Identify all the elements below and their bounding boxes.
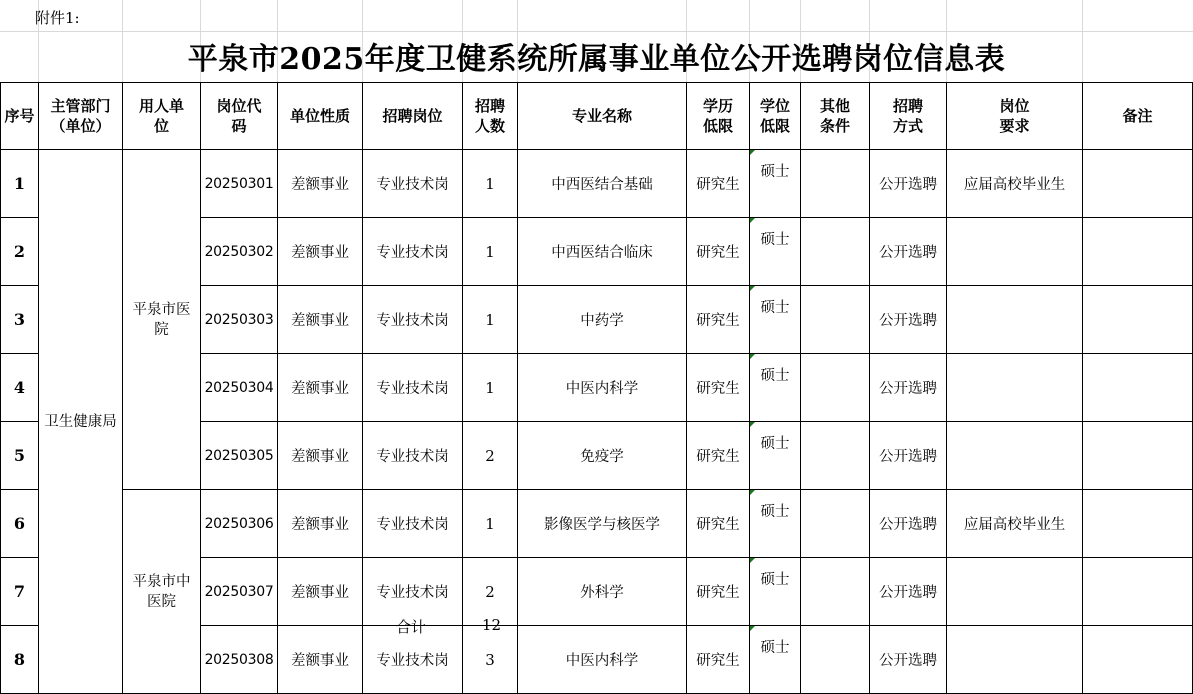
header-remark: 备注 (1083, 83, 1193, 150)
cell-requirement (947, 354, 1083, 422)
cell-post: 专业技术岗 (363, 422, 463, 490)
cell-requirement (947, 218, 1083, 286)
comment-marker-icon (750, 490, 755, 495)
cell-requirement (947, 422, 1083, 490)
comment-marker-icon (750, 558, 755, 563)
cell-other (801, 490, 870, 558)
cell-post: 专业技术岗 (363, 626, 463, 694)
cell-seq: 7 (1, 558, 39, 626)
cell-degree: 硕士 (750, 558, 801, 626)
comment-marker-icon (750, 422, 755, 427)
cell-unit: 平泉市医院 (123, 150, 201, 490)
cell-seq: 6 (1, 490, 39, 558)
cell-count: 1 (463, 150, 518, 218)
header-requirement: 岗位 要求 (947, 83, 1083, 150)
cell-major: 免疫学 (518, 422, 687, 490)
cell-education: 研究生 (687, 558, 750, 626)
cell-seq: 2 (1, 218, 39, 286)
cell-degree: 硕士 (750, 218, 801, 286)
cell-education: 研究生 (687, 150, 750, 218)
cell-method: 公开选聘 (870, 490, 947, 558)
cell-degree: 硕士 (750, 150, 801, 218)
cell-remark (1083, 626, 1193, 694)
cell-seq: 3 (1, 286, 39, 354)
header-major: 专业名称 (518, 83, 687, 150)
cell-other (801, 626, 870, 694)
cell-degree: 硕士 (750, 354, 801, 422)
cell-method: 公开选聘 (870, 354, 947, 422)
cell-nature: 差额事业 (278, 558, 363, 626)
cell-post: 专业技术岗 (363, 490, 463, 558)
cell-count: 1 (463, 354, 518, 422)
cell-count: 1 (463, 286, 518, 354)
attachment-label: 附件1: (35, 9, 80, 27)
cell-other (801, 422, 870, 490)
comment-marker-icon (750, 626, 755, 631)
cell-post: 专业技术岗 (363, 558, 463, 626)
cell-remark (1083, 218, 1193, 286)
cell-education: 研究生 (687, 218, 750, 286)
cell-method: 公开选聘 (870, 218, 947, 286)
cell-code: 20250305 (201, 422, 278, 490)
cell-post: 专业技术岗 (363, 286, 463, 354)
cell-degree: 硕士 (750, 626, 801, 694)
cell-remark (1083, 286, 1193, 354)
cell-other (801, 558, 870, 626)
cell-major: 中西医结合基础 (518, 150, 687, 218)
cell-seq: 1 (1, 150, 39, 218)
cell-code: 20250304 (201, 354, 278, 422)
cell-remark (1083, 422, 1193, 490)
cell-remark (1083, 354, 1193, 422)
comment-marker-icon (750, 150, 755, 155)
page-title: 平泉市2025年度卫健系统所属事业单位公开选聘岗位信息表 (187, 42, 1006, 77)
cell-major: 中药学 (518, 286, 687, 354)
header-department: 主管部门 （单位） (39, 83, 123, 150)
cell-requirement: 应届高校毕业生 (947, 150, 1083, 218)
cell-post: 专业技术岗 (363, 150, 463, 218)
cell-method: 公开选聘 (870, 626, 947, 694)
cell-education: 研究生 (687, 286, 750, 354)
cell-requirement: 应届高校毕业生 (947, 490, 1083, 558)
cell-count: 1 (463, 490, 518, 558)
cell-code: 20250303 (201, 286, 278, 354)
cell-major: 中医内科学 (518, 626, 687, 694)
comment-marker-icon (750, 354, 755, 359)
cell-education: 研究生 (687, 354, 750, 422)
cell-degree: 硕士 (750, 422, 801, 490)
header-other: 其他 条件 (801, 83, 870, 150)
cell-post: 专业技术岗 (363, 354, 463, 422)
table-header-row (1, 83, 1193, 150)
cell-education: 研究生 (687, 422, 750, 490)
cell-seq: 4 (1, 354, 39, 422)
cell-major: 影像医学与核医学 (518, 490, 687, 558)
total-label: 合计 (396, 618, 427, 636)
cell-nature: 差额事业 (278, 422, 363, 490)
cell-remark (1083, 558, 1193, 626)
cell-department: 卫生健康局 (39, 150, 123, 694)
cell-count: 1 (463, 218, 518, 286)
cell-education: 研究生 (687, 626, 750, 694)
cell-code: 20250302 (201, 218, 278, 286)
cell-major: 外科学 (518, 558, 687, 626)
cell-method: 公开选聘 (870, 422, 947, 490)
table-row (1, 150, 1193, 218)
total-value: 12 (482, 616, 502, 634)
cell-other (801, 218, 870, 286)
cell-other (801, 150, 870, 218)
cell-education: 研究生 (687, 490, 750, 558)
cell-nature: 差额事业 (278, 626, 363, 694)
cell-nature: 差额事业 (278, 218, 363, 286)
cell-other (801, 286, 870, 354)
cell-remark (1083, 150, 1193, 218)
cell-other (801, 354, 870, 422)
cell-requirement (947, 558, 1083, 626)
table-row (1, 490, 1193, 558)
header-post: 招聘岗位 (363, 83, 463, 150)
comment-marker-icon (750, 218, 755, 223)
cell-requirement (947, 286, 1083, 354)
header-education: 学历 低限 (687, 83, 750, 150)
header-method: 招聘 方式 (870, 83, 947, 150)
header-seq: 序号 (1, 83, 39, 150)
cell-remark (1083, 490, 1193, 558)
cell-degree: 硕士 (750, 490, 801, 558)
cell-degree: 硕士 (750, 286, 801, 354)
cell-count: 2 (463, 558, 518, 626)
header-unit: 用人单 位 (123, 83, 201, 150)
cell-post: 专业技术岗 (363, 218, 463, 286)
cell-method: 公开选聘 (870, 150, 947, 218)
cell-requirement (947, 626, 1083, 694)
cell-code: 20250308 (201, 626, 278, 694)
cell-method: 公开选聘 (870, 286, 947, 354)
header-degree: 学位 低限 (750, 83, 801, 150)
cell-unit: 平泉市中医院 (123, 490, 201, 694)
cell-major: 中西医结合临床 (518, 218, 687, 286)
header-code: 岗位代 码 (201, 83, 278, 150)
cell-code: 20250307 (201, 558, 278, 626)
cell-count: 2 (463, 422, 518, 490)
cell-nature: 差额事业 (278, 150, 363, 218)
cell-seq: 5 (1, 422, 39, 490)
comment-marker-icon (750, 286, 755, 291)
positions-table (0, 82, 1193, 694)
cell-seq: 8 (1, 626, 39, 694)
cell-major: 中医内科学 (518, 354, 687, 422)
cell-code: 20250301 (201, 150, 278, 218)
cell-method: 公开选聘 (870, 558, 947, 626)
cell-code: 20250306 (201, 490, 278, 558)
header-nature: 单位性质 (278, 83, 363, 150)
header-count: 招聘 人数 (463, 83, 518, 150)
cell-nature: 差额事业 (278, 354, 363, 422)
cell-nature: 差额事业 (278, 490, 363, 558)
cell-count: 3 (463, 626, 518, 694)
cell-nature: 差额事业 (278, 286, 363, 354)
